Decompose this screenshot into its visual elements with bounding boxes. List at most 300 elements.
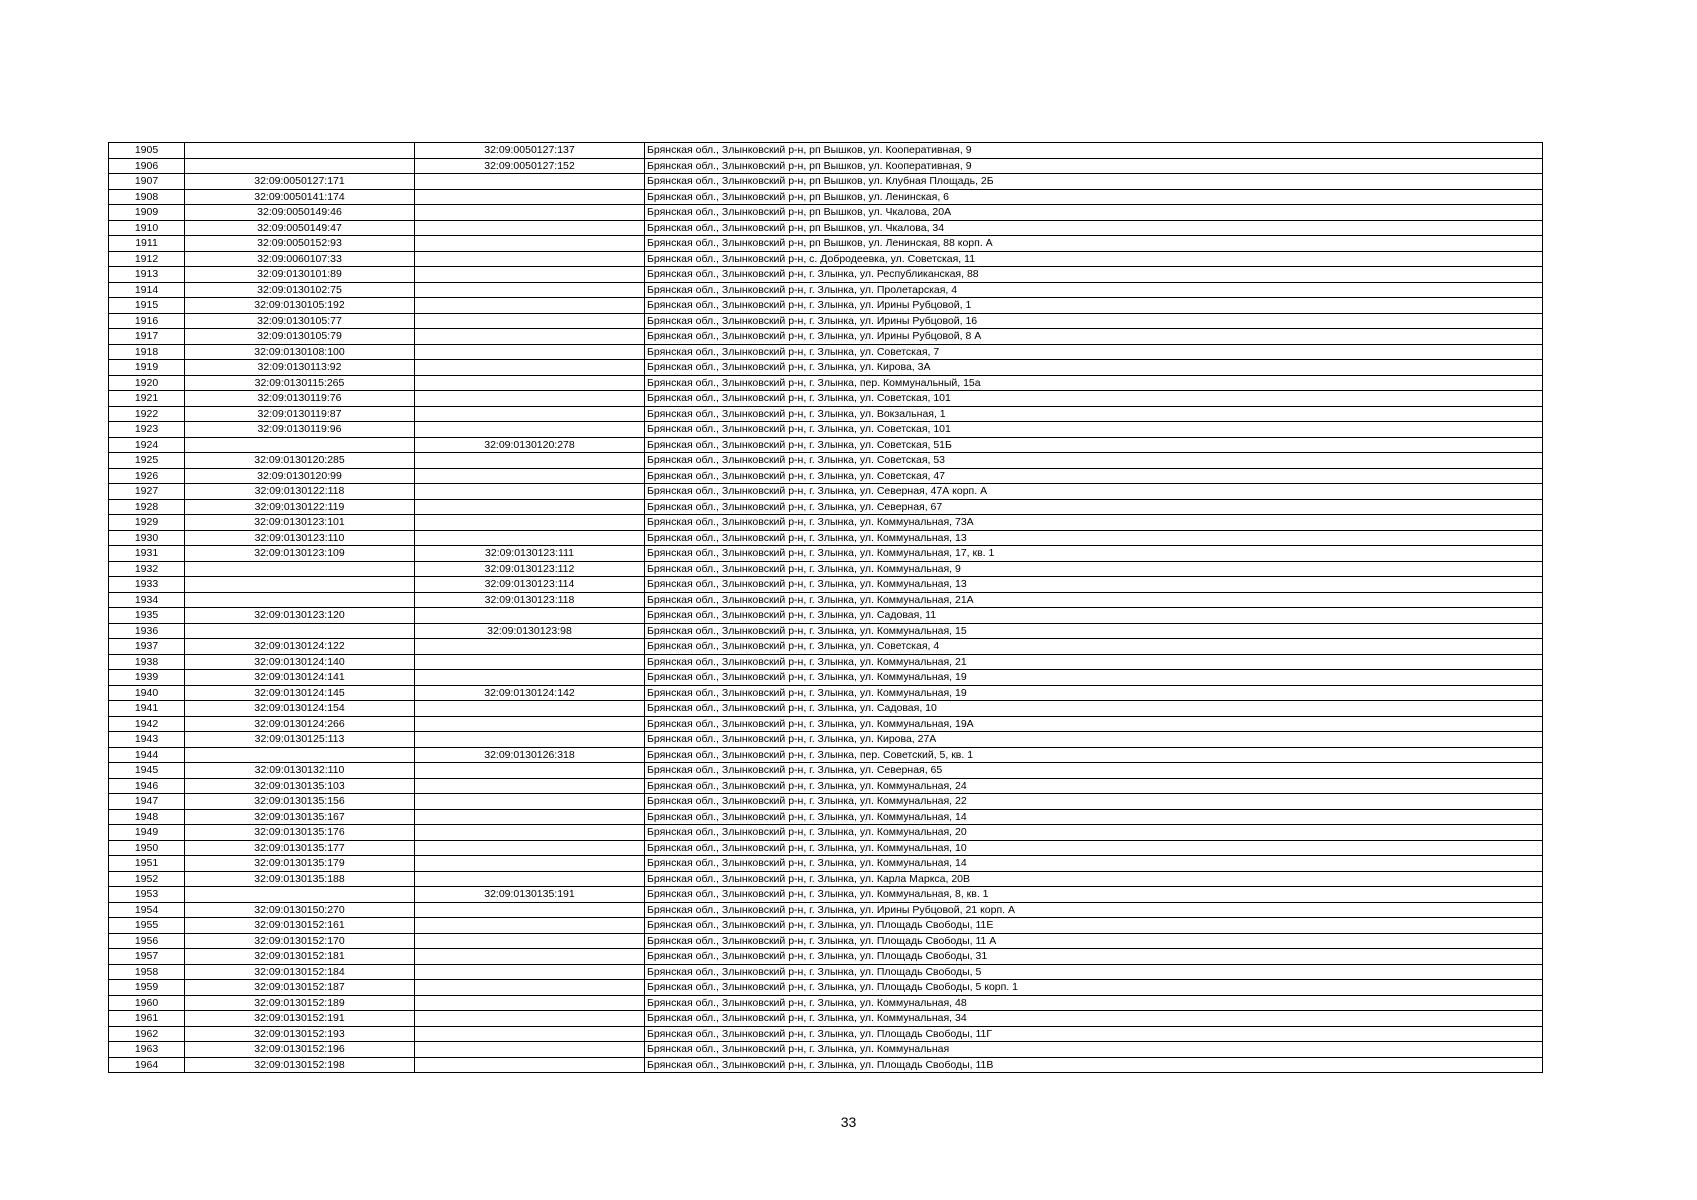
address-cell: Брянская обл., Злынковский р-н, г. Злынка, ул. Советская, 101 <box>645 391 1543 407</box>
table-row <box>109 1026 1543 1042</box>
address-cell: Брянская обл., Злынковский р-н, г. Злынка, пер. Коммунальный, 15а <box>645 375 1543 391</box>
cadastral-number-alt-cell: 32:09:0130123:111 <box>415 546 645 562</box>
address-cell: Брянская обл., Злынковский р-н, рп Вышков, ул. Клубная Площадь, 2Б <box>645 174 1543 190</box>
table-row <box>109 577 1543 593</box>
row-number-cell: 1932 <box>109 561 185 577</box>
address-cell: Брянская обл., Злынковский р-н, рп Вышков, ул. Кооперативная, 9 <box>645 158 1543 174</box>
cadastral-number-cell: 32:09:0130120:99 <box>185 468 415 484</box>
table-row <box>109 654 1543 670</box>
row-number-cell: 1953 <box>109 887 185 903</box>
cadastral-number-cell: 32:09:0050149:46 <box>185 205 415 221</box>
cadastral-number-cell: 32:09:0050152:93 <box>185 236 415 252</box>
cadastral-number-cell: 32:09:0130124:145 <box>185 685 415 701</box>
address-cell: Брянская обл., Злынковский р-н, г. Злынка, ул. Площадь Свободы, 11Е <box>645 918 1543 934</box>
address-cell: Брянская обл., Злынковский р-н, г. Злынка, ул. Коммунальная, 10 <box>645 840 1543 856</box>
address-cell: Брянская обл., Злынковский р-н, г. Злынка, ул. Карла Маркса, 20В <box>645 871 1543 887</box>
row-number-cell: 1944 <box>109 747 185 763</box>
cadastral-number-cell: 32:09:0130105:192 <box>185 298 415 314</box>
address-cell: Брянская обл., Злынковский р-н, г. Злынка, ул. Коммунальная, 20 <box>645 825 1543 841</box>
cadastral-number-alt-cell <box>415 1057 645 1073</box>
row-number-cell: 1940 <box>109 685 185 701</box>
address-cell: Брянская обл., Злынковский р-н, г. Злынка, ул. Кирова, 3А <box>645 360 1543 376</box>
cadastral-number-alt-cell: 32:09:0050127:137 <box>415 143 645 159</box>
cadastral-number-alt-cell <box>415 530 645 546</box>
address-cell: Брянская обл., Злынковский р-н, г. Злынка, ул. Площадь Свободы, 11 А <box>645 933 1543 949</box>
row-number-cell: 1961 <box>109 1011 185 1027</box>
row-number-cell: 1963 <box>109 1042 185 1058</box>
table-row <box>109 670 1543 686</box>
cadastral-number-alt-cell: 32:09:0130123:98 <box>415 623 645 639</box>
address-cell: Брянская обл., Злынковский р-н, г. Злынка, ул. Советская, 4 <box>645 639 1543 655</box>
address-cell: Брянская обл., Злынковский р-н, г. Злынка, ул. Коммунальная, 21А <box>645 592 1543 608</box>
table-row <box>109 329 1543 345</box>
table-row <box>109 592 1543 608</box>
row-number-cell: 1931 <box>109 546 185 562</box>
address-cell: Брянская обл., Злынковский р-н, г. Злынка, ул. Коммунальная, 14 <box>645 809 1543 825</box>
row-number-cell: 1915 <box>109 298 185 314</box>
cadastral-number-cell: 32:09:0130152:184 <box>185 964 415 980</box>
cadastral-number-alt-cell <box>415 267 645 283</box>
cadastral-number-cell: 32:09:0060107:33 <box>185 251 415 267</box>
table-row <box>109 995 1543 1011</box>
table-row <box>109 902 1543 918</box>
address-cell: Брянская обл., Злынковский р-н, г. Злынка, ул. Вокзальная, 1 <box>645 406 1543 422</box>
row-number-cell: 1913 <box>109 267 185 283</box>
cadastral-number-cell: 32:09:0130115:265 <box>185 375 415 391</box>
row-number-cell: 1905 <box>109 143 185 159</box>
address-cell: Брянская обл., Злынковский р-н, г. Злынка, ул. Северная, 65 <box>645 763 1543 779</box>
table-row <box>109 1057 1543 1073</box>
cadastral-number-cell <box>185 577 415 593</box>
address-cell: Брянская обл., Злынковский р-н, г. Злынка, ул. Северная, 67 <box>645 499 1543 515</box>
row-number-cell: 1934 <box>109 592 185 608</box>
cadastral-number-cell: 32:09:0130152:161 <box>185 918 415 934</box>
row-number-cell: 1933 <box>109 577 185 593</box>
cadastral-number-cell: 32:09:0130124:141 <box>185 670 415 686</box>
address-cell: Брянская обл., Злынковский р-н, г. Злынка, ул. Площадь Свободы, 31 <box>645 949 1543 965</box>
table-row <box>109 933 1543 949</box>
row-number-cell: 1937 <box>109 639 185 655</box>
cadastral-number-cell: 32:09:0130124:122 <box>185 639 415 655</box>
table-row <box>109 809 1543 825</box>
row-number-cell: 1918 <box>109 344 185 360</box>
address-cell: Брянская обл., Злынковский р-н, г. Злынка, ул. Коммунальная, 19 <box>645 685 1543 701</box>
cadastral-number-alt-cell <box>415 406 645 422</box>
cadastral-number-alt-cell <box>415 856 645 872</box>
cadastral-number-alt-cell <box>415 468 645 484</box>
table-row <box>109 468 1543 484</box>
cadastral-number-alt-cell <box>415 360 645 376</box>
address-cell: Брянская обл., Злынковский р-н, г. Злынка, ул. Коммунальная, 22 <box>645 794 1543 810</box>
row-number-cell: 1938 <box>109 654 185 670</box>
address-cell: Брянская обл., Злынковский р-н, г. Злынка, ул. Коммунальная, 17, кв. 1 <box>645 546 1543 562</box>
cadastral-number-alt-cell <box>415 608 645 624</box>
cadastral-number-alt-cell <box>415 763 645 779</box>
address-cell: Брянская обл., Злынковский р-н, г. Злынка, ул. Коммунальная, 13 <box>645 530 1543 546</box>
cadastral-number-alt-cell <box>415 732 645 748</box>
cadastral-number-cell: 32:09:0130123:110 <box>185 530 415 546</box>
table-row <box>109 313 1543 329</box>
cadastral-number-cell: 32:09:0130123:101 <box>185 515 415 531</box>
row-number-cell: 1949 <box>109 825 185 841</box>
cadastral-number-cell <box>185 747 415 763</box>
cadastral-number-alt-cell <box>415 949 645 965</box>
address-cell: Брянская обл., Злынковский р-н, г. Злынка, ул. Советская, 101 <box>645 422 1543 438</box>
address-cell: Брянская обл., Злынковский р-н, г. Злынка, ул. Площадь Свободы, 5 <box>645 964 1543 980</box>
address-cell: Брянская обл., Злынковский р-н, г. Злынка, ул. Коммунальная, 13 <box>645 577 1543 593</box>
cadastral-number-cell: 32:09:0130152:198 <box>185 1057 415 1073</box>
row-number-cell: 1912 <box>109 251 185 267</box>
address-cell: Брянская обл., Злынковский р-н, г. Злынка, ул. Ирины Рубцовой, 21 корп. А <box>645 902 1543 918</box>
cadastral-number-cell: 32:09:0050149:47 <box>185 220 415 236</box>
address-cell: Брянская обл., Злынковский р-н, г. Злынка, ул. Площадь Свободы, 11В <box>645 1057 1543 1073</box>
cadastral-number-cell: 32:09:0130102:75 <box>185 282 415 298</box>
cadastral-number-alt-cell <box>415 174 645 190</box>
cadastral-number-alt-cell <box>415 716 645 732</box>
row-number-cell: 1917 <box>109 329 185 345</box>
table-row <box>109 437 1543 453</box>
row-number-cell: 1906 <box>109 158 185 174</box>
table-row <box>109 530 1543 546</box>
table-row <box>109 422 1543 438</box>
cadastral-number-alt-cell <box>415 1026 645 1042</box>
table-row <box>109 499 1543 515</box>
table-row <box>109 778 1543 794</box>
table-row <box>109 1011 1543 1027</box>
row-number-cell: 1922 <box>109 406 185 422</box>
table-row <box>109 143 1543 159</box>
table-row <box>109 267 1543 283</box>
cadastral-number-alt-cell <box>415 189 645 205</box>
row-number-cell: 1935 <box>109 608 185 624</box>
table-row <box>109 732 1543 748</box>
cadastral-number-alt-cell <box>415 670 645 686</box>
row-number-cell: 1926 <box>109 468 185 484</box>
row-number-cell: 1941 <box>109 701 185 717</box>
cadastral-number-cell <box>185 143 415 159</box>
address-cell: Брянская обл., Злынковский р-н, г. Злынка, ул. Площадь Свободы, 11Г <box>645 1026 1543 1042</box>
table-row <box>109 918 1543 934</box>
table-row <box>109 964 1543 980</box>
table-row <box>109 189 1543 205</box>
cadastral-number-alt-cell: 32:09:0130124:142 <box>415 685 645 701</box>
cadastral-number-cell: 32:09:0130105:79 <box>185 329 415 345</box>
row-number-cell: 1929 <box>109 515 185 531</box>
cadastral-number-cell: 32:09:0130119:96 <box>185 422 415 438</box>
table-row <box>109 825 1543 841</box>
cadastral-number-cell: 32:09:0130152:196 <box>185 1042 415 1058</box>
cadastral-number-cell <box>185 437 415 453</box>
table-row <box>109 158 1543 174</box>
table-row <box>109 685 1543 701</box>
row-number-cell: 1908 <box>109 189 185 205</box>
row-number-cell: 1921 <box>109 391 185 407</box>
cadastral-number-cell: 32:09:0130124:154 <box>185 701 415 717</box>
row-number-cell: 1950 <box>109 840 185 856</box>
cadastral-number-cell: 32:09:0130119:76 <box>185 391 415 407</box>
cadastral-number-cell: 32:09:0130135:188 <box>185 871 415 887</box>
table-row <box>109 763 1543 779</box>
cadastral-number-cell: 32:09:0130105:77 <box>185 313 415 329</box>
address-cell: Брянская обл., Злынковский р-н, г. Злынка, ул. Коммунальная, 48 <box>645 995 1543 1011</box>
table-row <box>109 375 1543 391</box>
table-row <box>109 484 1543 500</box>
row-number-cell: 1928 <box>109 499 185 515</box>
table-row <box>109 453 1543 469</box>
cadastral-number-cell: 32:09:0130124:140 <box>185 654 415 670</box>
table-row <box>109 561 1543 577</box>
cadastral-number-cell: 32:09:0130152:193 <box>185 1026 415 1042</box>
address-cell: Брянская обл., Злынковский р-н, рп Вышков, ул. Кооперативная, 9 <box>645 143 1543 159</box>
cadastral-number-alt-cell <box>415 220 645 236</box>
cadastral-number-alt-cell <box>415 825 645 841</box>
cadastral-number-cell <box>185 561 415 577</box>
row-number-cell: 1959 <box>109 980 185 996</box>
cadastral-number-alt-cell: 32:09:0130120:278 <box>415 437 645 453</box>
cadastral-number-cell: 32:09:0130122:119 <box>185 499 415 515</box>
table-row <box>109 871 1543 887</box>
cadastral-number-cell: 32:09:0130135:156 <box>185 794 415 810</box>
cadastral-number-alt-cell <box>415 375 645 391</box>
table-row <box>109 236 1543 252</box>
cadastral-number-alt-cell: 32:09:0130123:112 <box>415 561 645 577</box>
cadastral-number-alt-cell: 32:09:0130123:118 <box>415 592 645 608</box>
row-number-cell: 1964 <box>109 1057 185 1073</box>
cadastral-number-cell: 32:09:0050127:171 <box>185 174 415 190</box>
cadastral-number-cell: 32:09:0130152:187 <box>185 980 415 996</box>
page-number: 33 <box>840 1114 857 1130</box>
table-row <box>109 794 1543 810</box>
table-row <box>109 623 1543 639</box>
cadastral-number-alt-cell <box>415 1042 645 1058</box>
address-cell: Брянская обл., Злынковский р-н, с. Добродеевка, ул. Советская, 11 <box>645 251 1543 267</box>
address-cell: Брянская обл., Злынковский р-н, г. Злынка, ул. Северная, 47А корп. А <box>645 484 1543 500</box>
row-number-cell: 1955 <box>109 918 185 934</box>
row-number-cell: 1925 <box>109 453 185 469</box>
table-row <box>109 887 1543 903</box>
cadastral-number-cell: 32:09:0130135:179 <box>185 856 415 872</box>
address-cell: Брянская обл., Злынковский р-н, г. Злынка, ул. Коммунальная, 19А <box>645 716 1543 732</box>
address-cell: Брянская обл., Злынковский р-н, г. Злынка, ул. Пролетарская, 4 <box>645 282 1543 298</box>
address-cell: Брянская обл., Злынковский р-н, г. Злынка, ул. Ирины Рубцовой, 16 <box>645 313 1543 329</box>
table-row <box>109 840 1543 856</box>
cadastral-number-cell: 32:09:0130152:189 <box>185 995 415 1011</box>
table-row <box>109 856 1543 872</box>
row-number-cell: 1914 <box>109 282 185 298</box>
row-number-cell: 1907 <box>109 174 185 190</box>
address-cell: Брянская обл., Злынковский р-н, г. Злынка, ул. Советская, 47 <box>645 468 1543 484</box>
row-number-cell: 1910 <box>109 220 185 236</box>
cadastral-number-alt-cell <box>415 871 645 887</box>
address-cell: Брянская обл., Злынковский р-н, г. Злынка, пер. Советский, 5, кв. 1 <box>645 747 1543 763</box>
row-number-cell: 1958 <box>109 964 185 980</box>
cadastral-number-alt-cell <box>415 251 645 267</box>
address-cell: Брянская обл., Злынковский р-н, рп Вышков, ул. Ленинская, 88 корп. А <box>645 236 1543 252</box>
address-cell: Брянская обл., Злынковский р-н, г. Злынка, ул. Республиканская, 88 <box>645 267 1543 283</box>
address-cell: Брянская обл., Злынковский р-н, рп Вышков, ул. Ленинская, 6 <box>645 189 1543 205</box>
address-cell: Брянская обл., Злынковский р-н, г. Злынка, ул. Садовая, 11 <box>645 608 1543 624</box>
cadastral-number-cell: 32:09:0130135:103 <box>185 778 415 794</box>
cadastral-number-alt-cell <box>415 933 645 949</box>
table-row <box>109 747 1543 763</box>
address-cell: Брянская обл., Злынковский р-н, г. Злынка, ул. Площадь Свободы, 5 корп. 1 <box>645 980 1543 996</box>
row-number-cell: 1927 <box>109 484 185 500</box>
row-number-cell: 1923 <box>109 422 185 438</box>
cadastral-number-alt-cell: 32:09:0130135:191 <box>415 887 645 903</box>
address-cell: Брянская обл., Злынковский р-н, г. Злынка, ул. Коммунальная, 8, кв. 1 <box>645 887 1543 903</box>
cadastral-number-cell <box>185 623 415 639</box>
row-number-cell: 1924 <box>109 437 185 453</box>
registry-table <box>108 142 1543 1073</box>
cadastral-number-alt-cell <box>415 298 645 314</box>
row-number-cell: 1956 <box>109 933 185 949</box>
table-row <box>109 546 1543 562</box>
table-row <box>109 608 1543 624</box>
cadastral-number-cell: 32:09:0130124:266 <box>185 716 415 732</box>
address-cell: Брянская обл., Злынковский р-н, рп Вышков, ул. Чкалова, 34 <box>645 220 1543 236</box>
address-cell: Брянская обл., Злынковский р-н, г. Злынка, ул. Коммунальная, 15 <box>645 623 1543 639</box>
table-row <box>109 639 1543 655</box>
cadastral-number-alt-cell <box>415 313 645 329</box>
cadastral-number-cell: 32:09:0130123:120 <box>185 608 415 624</box>
table-row <box>109 980 1543 996</box>
cadastral-number-cell: 32:09:0130152:191 <box>185 1011 415 1027</box>
cadastral-number-cell <box>185 158 415 174</box>
row-number-cell: 1954 <box>109 902 185 918</box>
address-cell: Брянская обл., Злынковский р-н, г. Злынка, ул. Ирины Рубцовой, 8 А <box>645 329 1543 345</box>
cadastral-number-alt-cell: 32:09:0050127:152 <box>415 158 645 174</box>
cadastral-number-alt-cell <box>415 778 645 794</box>
table-row <box>109 406 1543 422</box>
cadastral-number-alt-cell <box>415 344 645 360</box>
table-row <box>109 701 1543 717</box>
table-row <box>109 220 1543 236</box>
row-number-cell: 1942 <box>109 716 185 732</box>
table-row <box>109 251 1543 267</box>
row-number-cell: 1948 <box>109 809 185 825</box>
address-cell: Брянская обл., Злынковский р-н, г. Злынка, ул. Коммунальная, 14 <box>645 856 1543 872</box>
cadastral-number-alt-cell <box>415 1011 645 1027</box>
table-row <box>109 360 1543 376</box>
address-cell: Брянская обл., Злынковский р-н, г. Злынка, ул. Ирины Рубцовой, 1 <box>645 298 1543 314</box>
row-number-cell: 1946 <box>109 778 185 794</box>
cadastral-number-cell: 32:09:0130101:89 <box>185 267 415 283</box>
cadastral-number-alt-cell <box>415 964 645 980</box>
row-number-cell: 1939 <box>109 670 185 686</box>
row-number-cell: 1930 <box>109 530 185 546</box>
cadastral-number-alt-cell <box>415 484 645 500</box>
cadastral-number-cell: 32:09:0130135:176 <box>185 825 415 841</box>
cadastral-number-alt-cell <box>415 205 645 221</box>
table-row <box>109 391 1543 407</box>
cadastral-number-cell: 32:09:0130122:118 <box>185 484 415 500</box>
address-cell: Брянская обл., Злынковский р-н, г. Злынка, ул. Коммунальная, 73А <box>645 515 1543 531</box>
row-number-cell: 1947 <box>109 794 185 810</box>
cadastral-number-cell: 32:09:0130125:113 <box>185 732 415 748</box>
address-cell: Брянская обл., Злынковский р-н, г. Злынка, ул. Коммунальная <box>645 1042 1543 1058</box>
cadastral-number-cell: 32:09:0130120:285 <box>185 453 415 469</box>
address-cell: Брянская обл., Злынковский р-н, г. Злынка, ул. Садовая, 10 <box>645 701 1543 717</box>
cadastral-number-cell: 32:09:0130123:109 <box>185 546 415 562</box>
cadastral-number-alt-cell <box>415 453 645 469</box>
table-row <box>109 716 1543 732</box>
address-cell: Брянская обл., Злынковский р-н, г. Злынка, ул. Кирова, 27А <box>645 732 1543 748</box>
address-cell: Брянская обл., Злынковский р-н, г. Злынка, ул. Коммунальная, 34 <box>645 1011 1543 1027</box>
row-number-cell: 1943 <box>109 732 185 748</box>
address-cell: Брянская обл., Злынковский р-н, г. Злынка, ул. Советская, 7 <box>645 344 1543 360</box>
row-number-cell: 1916 <box>109 313 185 329</box>
row-number-cell: 1936 <box>109 623 185 639</box>
address-cell: Брянская обл., Злынковский р-н, г. Злынка, ул. Коммунальная, 9 <box>645 561 1543 577</box>
row-number-cell: 1957 <box>109 949 185 965</box>
cadastral-number-alt-cell: 32:09:0130126:318 <box>415 747 645 763</box>
cadastral-number-alt-cell <box>415 840 645 856</box>
cadastral-number-alt-cell <box>415 995 645 1011</box>
cadastral-number-alt-cell <box>415 794 645 810</box>
row-number-cell: 1919 <box>109 360 185 376</box>
cadastral-number-alt-cell <box>415 918 645 934</box>
cadastral-number-alt-cell <box>415 282 645 298</box>
cadastral-number-cell: 32:09:0130152:170 <box>185 933 415 949</box>
row-number-cell: 1911 <box>109 236 185 252</box>
cadastral-number-alt-cell <box>415 236 645 252</box>
cadastral-number-alt-cell <box>415 654 645 670</box>
address-cell: Брянская обл., Злынковский р-н, г. Злынка, ул. Советская, 53 <box>645 453 1543 469</box>
address-cell: Брянская обл., Злынковский р-н, г. Злынка, ул. Коммунальная, 19 <box>645 670 1543 686</box>
cadastral-number-cell: 32:09:0130108:100 <box>185 344 415 360</box>
table-row <box>109 298 1543 314</box>
cadastral-number-alt-cell <box>415 809 645 825</box>
table-row <box>109 282 1543 298</box>
cadastral-number-cell: 32:09:0130150:270 <box>185 902 415 918</box>
cadastral-number-cell: 32:09:0130132:110 <box>185 763 415 779</box>
cadastral-number-alt-cell <box>415 391 645 407</box>
cadastral-number-cell: 32:09:0130152:181 <box>185 949 415 965</box>
row-number-cell: 1909 <box>109 205 185 221</box>
table-row <box>109 949 1543 965</box>
cadastral-number-alt-cell <box>415 422 645 438</box>
row-number-cell: 1945 <box>109 763 185 779</box>
cadastral-number-alt-cell <box>415 499 645 515</box>
registry-table-body <box>109 143 1543 1073</box>
table-row <box>109 515 1543 531</box>
cadastral-number-cell: 32:09:0130135:167 <box>185 809 415 825</box>
address-cell: Брянская обл., Злынковский р-н, г. Злынка, ул. Советская, 51Б <box>645 437 1543 453</box>
cadastral-number-cell: 32:09:0130119:87 <box>185 406 415 422</box>
address-cell: Брянская обл., Злынковский р-н, г. Злынка, ул. Коммунальная, 24 <box>645 778 1543 794</box>
row-number-cell: 1952 <box>109 871 185 887</box>
cadastral-number-cell: 32:09:0130113:92 <box>185 360 415 376</box>
table-row <box>109 174 1543 190</box>
address-cell: Брянская обл., Злынковский р-н, рп Вышков, ул. Чкалова, 20А <box>645 205 1543 221</box>
cadastral-number-alt-cell <box>415 701 645 717</box>
row-number-cell: 1920 <box>109 375 185 391</box>
cadastral-number-alt-cell <box>415 329 645 345</box>
cadastral-number-alt-cell: 32:09:0130123:114 <box>415 577 645 593</box>
cadastral-number-cell <box>185 592 415 608</box>
row-number-cell: 1962 <box>109 1026 185 1042</box>
cadastral-number-cell: 32:09:0050141:174 <box>185 189 415 205</box>
cadastral-number-alt-cell <box>415 902 645 918</box>
cadastral-number-cell: 32:09:0130135:177 <box>185 840 415 856</box>
address-cell: Брянская обл., Злынковский р-н, г. Злынка, ул. Коммунальная, 21 <box>645 654 1543 670</box>
table-row <box>109 344 1543 360</box>
row-number-cell: 1951 <box>109 856 185 872</box>
cadastral-number-alt-cell <box>415 980 645 996</box>
cadastral-number-alt-cell <box>415 639 645 655</box>
cadastral-number-cell <box>185 887 415 903</box>
table-row <box>109 205 1543 221</box>
